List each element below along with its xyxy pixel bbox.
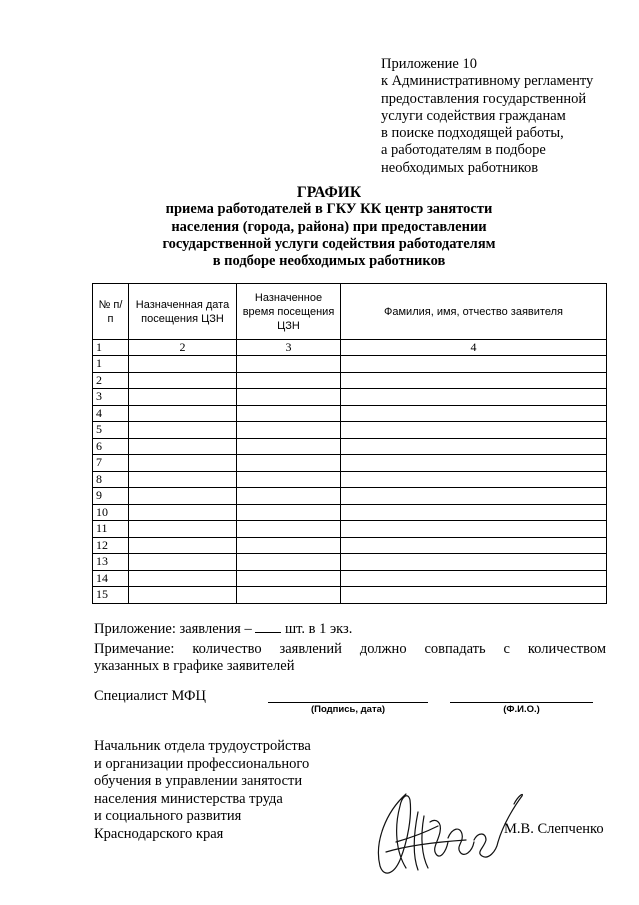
time-cell[interactable]	[237, 504, 341, 521]
attachment-prefix: Приложение: заявления –	[94, 621, 252, 637]
chief-title-line: обучения в управлении занятости	[94, 773, 303, 789]
date-cell[interactable]	[129, 471, 237, 488]
date-cell[interactable]	[129, 372, 237, 389]
applicant-name-cell[interactable]	[341, 356, 607, 373]
applicant-name-cell[interactable]	[341, 389, 607, 406]
time-cell[interactable]	[237, 521, 341, 538]
row-number: 12	[93, 537, 129, 554]
appendix-block	[381, 56, 631, 177]
time-cell[interactable]	[237, 389, 341, 406]
appendix-line: в поиске подходящей работы,	[381, 125, 564, 142]
table-row	[93, 356, 607, 373]
time-cell[interactable]	[237, 455, 341, 472]
applicant-name-cell[interactable]	[341, 422, 607, 439]
row-number: 6	[93, 438, 129, 455]
row-number: 5	[93, 422, 129, 439]
row-number: 1	[93, 356, 129, 373]
date-cell[interactable]	[129, 389, 237, 406]
date-cell[interactable]	[129, 587, 237, 604]
full-name-caption: (Ф.И.О.)	[503, 704, 540, 715]
applicant-name-cell[interactable]	[341, 488, 607, 505]
time-cell[interactable]	[237, 422, 341, 439]
row-number: 15	[93, 587, 129, 604]
attachment-note	[94, 621, 352, 638]
table-row	[93, 570, 607, 587]
date-cell[interactable]	[129, 488, 237, 505]
applicant-name-cell[interactable]	[341, 405, 607, 422]
signature-line[interactable]	[268, 702, 428, 703]
time-cell[interactable]	[237, 570, 341, 587]
date-cell[interactable]	[129, 521, 237, 538]
chief-name: М.В. Слепченко	[504, 821, 604, 837]
row-number: 9	[93, 488, 129, 505]
table-row	[93, 587, 607, 604]
table-row	[93, 405, 607, 422]
applicant-name-cell[interactable]	[341, 521, 607, 538]
chief-title-line: Начальник отдела трудоустройства	[94, 738, 311, 754]
table-row	[93, 521, 607, 538]
appendix-line: необходимых работников	[381, 159, 539, 176]
column-number: 2	[129, 340, 237, 356]
row-number: 10	[93, 504, 129, 521]
row-number: 13	[93, 554, 129, 571]
table-row	[93, 372, 607, 389]
date-cell[interactable]	[129, 356, 237, 373]
column-number: 1	[93, 340, 129, 356]
chief-title-line: населения министерства труда	[94, 790, 283, 807]
applicant-name-cell[interactable]	[341, 504, 607, 521]
row-number: 3	[93, 389, 129, 406]
table-row	[93, 389, 607, 406]
time-cell[interactable]	[237, 356, 341, 373]
table-header-row	[93, 284, 607, 340]
signature-caption: (Подпись, дата)	[310, 704, 386, 715]
heading-line: государственной услуги содействия работодателям	[162, 235, 496, 252]
row-number: 7	[93, 455, 129, 472]
appendix-line: предоставления государственной	[381, 90, 587, 107]
applicant-name-cell[interactable]	[341, 570, 607, 587]
row-number: 14	[93, 570, 129, 587]
column-header-date: Назначенная дата посещения ЦЗН	[129, 284, 237, 340]
row-number: 2	[93, 372, 129, 389]
appendix-line: к Административному регламенту	[381, 73, 594, 90]
applicant-name-cell[interactable]	[341, 554, 607, 571]
table-row	[93, 504, 607, 521]
date-cell[interactable]	[129, 438, 237, 455]
date-cell[interactable]	[129, 570, 237, 587]
document-title: ГРАФИК	[296, 184, 362, 201]
table-row	[93, 471, 607, 488]
row-number: 11	[93, 521, 129, 538]
appendix-line: услуги содействия гражданам	[381, 107, 566, 124]
column-header-number: № п/п	[93, 284, 129, 340]
time-cell[interactable]	[237, 587, 341, 604]
date-cell[interactable]	[129, 504, 237, 521]
heading-line: населения (города, района) при предоставлении	[171, 218, 487, 235]
row-number: 4	[93, 405, 129, 422]
remark-line: Примечание: количество заявлений должно совпадать с количеством	[94, 641, 606, 657]
column-header-time: Назначенное время посещения ЦЗН	[237, 284, 341, 340]
time-cell[interactable]	[237, 372, 341, 389]
time-cell[interactable]	[237, 438, 341, 455]
table-row	[93, 488, 607, 505]
appendix-line: а работодателям в подборе	[381, 142, 546, 159]
column-number-row	[93, 340, 607, 356]
chief-title-line: Краснодарского края	[94, 825, 224, 842]
applicant-name-cell[interactable]	[341, 537, 607, 554]
date-cell[interactable]	[129, 405, 237, 422]
heading-line: в подборе необходимых работников	[212, 253, 446, 270]
time-cell[interactable]	[237, 488, 341, 505]
date-cell[interactable]	[129, 554, 237, 571]
document-heading	[60, 184, 598, 270]
date-cell[interactable]	[129, 455, 237, 472]
chief-title-line: и организации профессионального	[94, 755, 310, 772]
full-name-line[interactable]	[450, 702, 593, 703]
heading-line: приема работодателей в ГКУ КК центр занятости	[165, 201, 493, 218]
row-number: 8	[93, 471, 129, 488]
applicant-name-cell[interactable]	[341, 438, 607, 455]
time-cell[interactable]	[237, 554, 341, 571]
remark-note	[94, 641, 606, 675]
appendix-line: Приложение 10	[381, 56, 477, 72]
date-cell[interactable]	[129, 537, 237, 554]
applicant-name-cell[interactable]	[341, 455, 607, 472]
time-cell[interactable]	[237, 537, 341, 554]
specialist-label: Специалист МФЦ	[94, 688, 206, 704]
table-row	[93, 438, 607, 455]
applicant-name-cell[interactable]	[341, 372, 607, 389]
handwritten-signature	[366, 782, 526, 882]
date-cell[interactable]	[129, 422, 237, 439]
time-cell[interactable]	[237, 405, 341, 422]
table-row	[93, 455, 607, 472]
attachment-suffix: шт. в 1 экз.	[284, 621, 353, 637]
column-header-name: Фамилия, имя, отчество заявителя	[341, 284, 607, 340]
table-row	[93, 554, 607, 571]
table-row	[93, 422, 607, 439]
remark-line: указанных в графике заявителей	[94, 658, 295, 674]
column-number: 4	[341, 340, 607, 356]
table-row	[93, 537, 607, 554]
applicant-name-cell[interactable]	[341, 587, 607, 604]
chief-title-block	[94, 738, 311, 843]
chief-title-line: и социального развития	[94, 808, 242, 824]
applicant-name-cell[interactable]	[341, 471, 607, 488]
schedule-table	[92, 283, 607, 604]
quantity-blank[interactable]	[255, 632, 281, 633]
column-number: 3	[237, 340, 341, 356]
time-cell[interactable]	[237, 471, 341, 488]
